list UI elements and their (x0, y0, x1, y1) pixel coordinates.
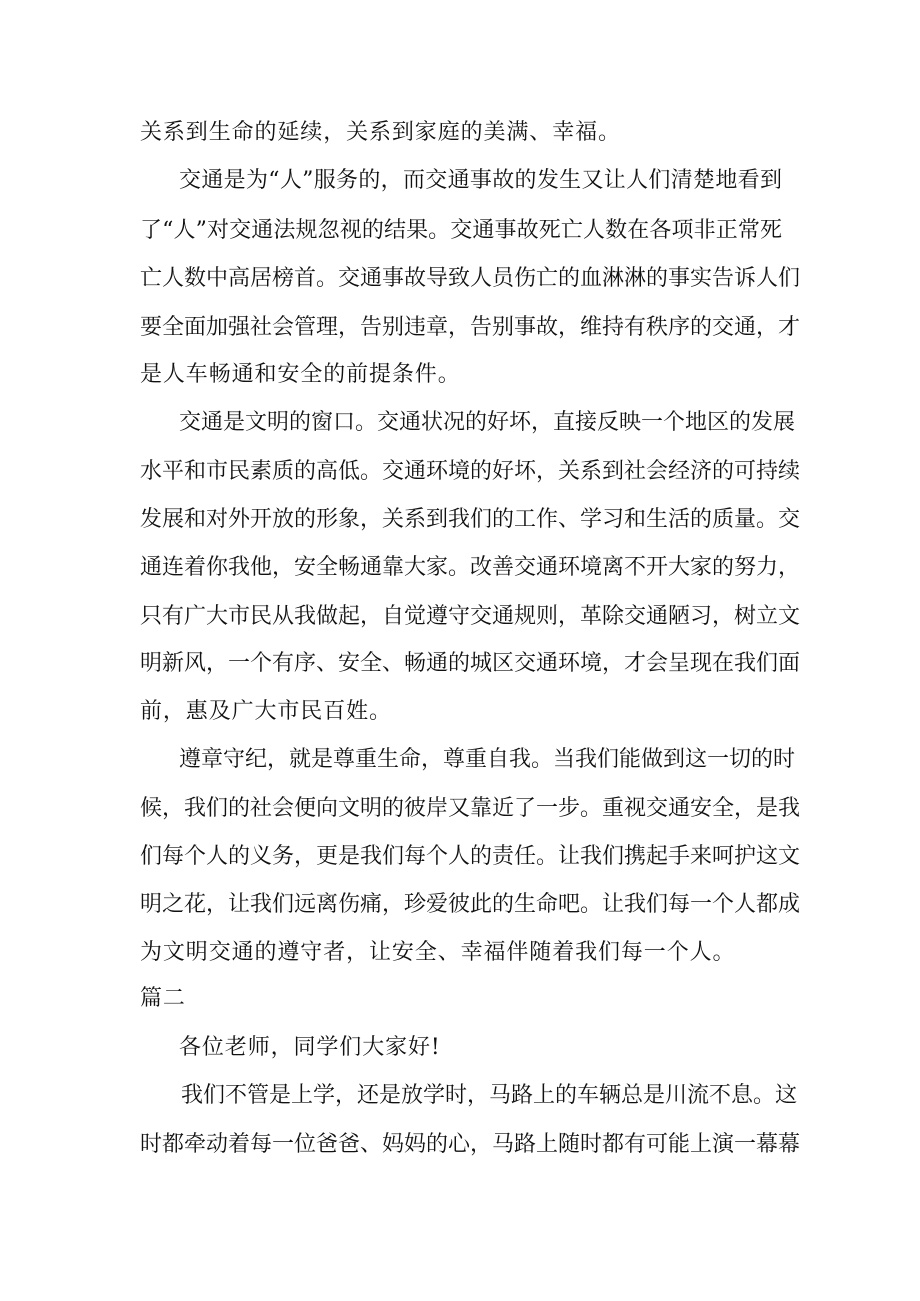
greeting: 各位老师，同学们大家好! (179, 1035, 441, 1060)
para2-line-3: 亡人数中高居榜首。交通事故导致人员伤亡的血淋淋的事实告诉人们 (140, 266, 801, 291)
para4-line-2: 候，我们的社会便向文明的彼岸又靠近了一步。重视交通安全，是我 (140, 796, 801, 821)
section-heading: 篇二 (140, 986, 186, 1011)
para3-line-4: 通连着你我他，安全畅通靠大家。改善交通环境离不开大家的努力， (140, 555, 801, 580)
para3-line-5: 只有广大市民从我做起，自觉遵守交通规则，革除交通陋习，树立文 (140, 604, 801, 629)
para4-line-1: 遵章守纪，就是尊重生命，尊重自我。当我们能做到这一切的时 (179, 747, 796, 772)
para4-line-3: 们每个人的义务，更是我们每个人的责任。让我们携起手来呵护这文 (140, 844, 801, 869)
para3-line-3: 发展和对外开放的形象，关系到我们的工作、学习和生活的质量。交 (140, 507, 801, 532)
para3-line-7: 前，惠及广大市民百姓。 (140, 699, 392, 724)
para2-line-5: 是人车畅通和安全的前提条件。 (140, 362, 461, 387)
para2-line-1: 交通是为“人”服务的，而交通事故的发生又让人们清楚地看到 (179, 168, 782, 193)
para2-line-2: 了“人”对交通法规忽视的结果。交通事故死亡人数在各项非正常死 (140, 218, 782, 243)
para3-line-6: 明新风，一个有序、安全、畅通的城区交通环境，才会呈现在我们面 (140, 651, 801, 676)
para4-line-5: 为文明交通的遵守者，让安全、幸福伴随着我们每一个人。 (140, 940, 736, 965)
para3-line-1: 交通是文明的窗口。交通状况的好坏，直接反映一个地区的发展 (179, 410, 796, 435)
para1-line-1: 关系到生命的延续，关系到家庭的美满、幸福。 (140, 120, 621, 145)
para4-line-4: 明之花，让我们远离伤痛，珍爱彼此的生命吧。让我们每一个人都成 (140, 892, 801, 917)
para2-line-4: 要全面加强社会管理，告别违章，告别事故，维持有秩序的交通，才 (140, 315, 801, 340)
para5-line-2: 时都牵动着每一位爸爸、妈妈的心，马路上随时都有可能上演一幕幕 (140, 1132, 801, 1157)
para3-line-2: 水平和市民素质的高低。交通环境的好坏，关系到社会经济的可持续 (140, 459, 801, 484)
para5-line-1: 我们不管是上学，还是放学时，马路上的车辆总是川流不息。这 (181, 1083, 798, 1108)
